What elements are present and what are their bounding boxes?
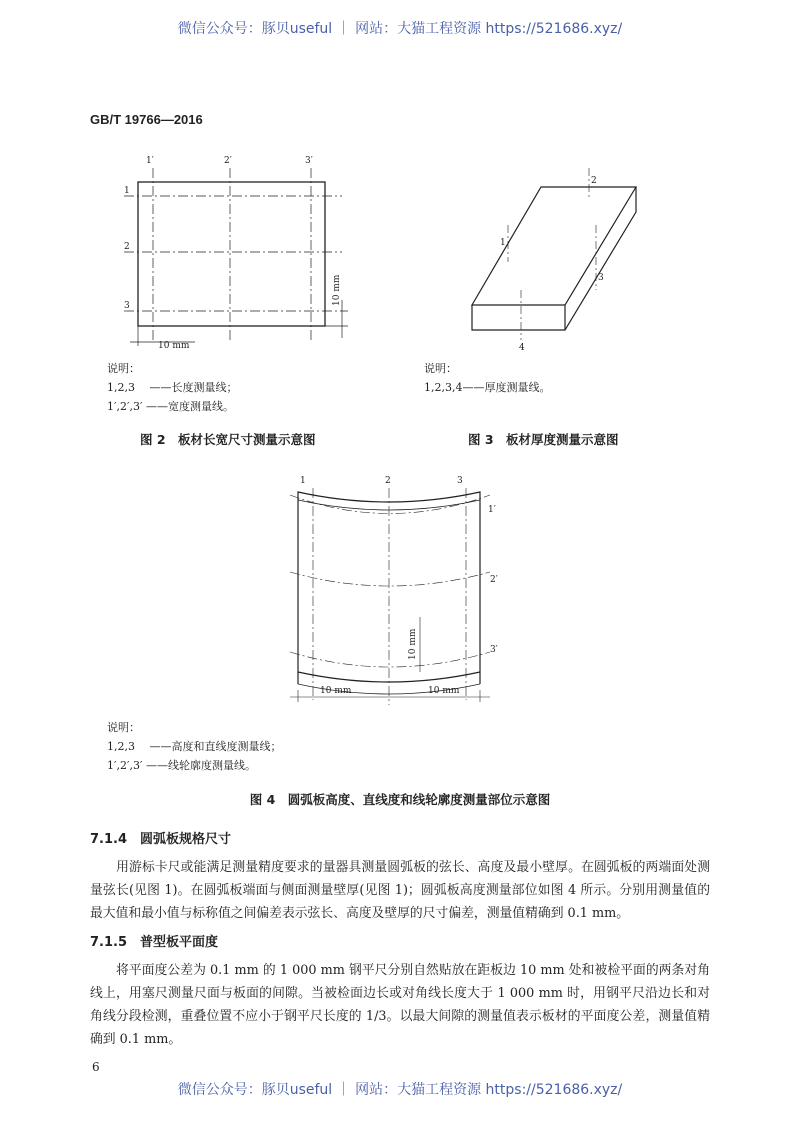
paragraph: 用游标卡尺或能满足测量精度要求的量器具测量圆弧板的弦长、高度及最小壁厚。在圆弧板的两端面处测量弦长(见图 1)。在圆弧板端面与侧面测量壁厚(见图 1)；圆弧板高度测量部位如图 4 所示。分别用测量值的最大值和最小值与标称值之间偏差表示弦长、高度及壁厚的尺寸偏差，测量值精确到 0.1 mm。: [90, 860, 710, 921]
legend-item: 1,2,3 ——高度和直线度测量线；: [107, 740, 282, 753]
fig4-dim-vertical: 10 mm: [408, 628, 418, 660]
fig4-label-1p: 1′: [488, 505, 496, 515]
fig4-label-3p: 3′: [490, 645, 498, 655]
section-7-1-4-heading: 7.1.4 圆弧板规格尺寸: [90, 832, 232, 847]
standard-number: GB/T 19766—2016: [90, 112, 203, 127]
fig2-dim-vertical: 10 mm: [332, 274, 342, 306]
body-text: [90, 830, 710, 1099]
fig4-label-2: 2: [385, 476, 391, 486]
fig4-dim-left: 10 mm: [320, 686, 352, 696]
watermark-bottom: 微信公众号：豚贝useful ｜ 网站：大猫工程资源 https://521686.xyz/: [177, 1082, 623, 1098]
fig2-caption: 图 2 板材长宽尺寸测量示意图: [140, 432, 316, 447]
fig2-label-1: 1: [124, 186, 130, 196]
fig4-caption: 图 4 圆弧板高度、直线度和线轮廓度测量部位示意图: [249, 792, 551, 807]
fig4-label-1: 1: [300, 476, 306, 486]
figure-4: [290, 488, 490, 705]
figure-2: [124, 168, 348, 346]
fig4-legend: [107, 718, 282, 775]
fig4-label-3: 3: [457, 476, 463, 486]
watermark-top: 微信公众号：豚贝useful ｜ 网站：大猫工程资源 https://521686.xyz/: [177, 21, 623, 37]
fig3-label-2: 2: [591, 176, 597, 186]
section-7-1-5-heading: 7.1.5 普型板平面度: [90, 935, 219, 950]
legend-item: 1′,2′,3′ ——线轮廓度测量线。: [107, 759, 256, 772]
legend-title: 说明：: [107, 721, 140, 734]
fig4-dim-right: 10 mm: [428, 686, 460, 696]
fig2-dim-horizontal: 10 mm: [158, 341, 190, 351]
paragraph: 将平面度公差为 0.1 mm 的 1 000 mm 钢平尺分别自然贴放在距板边 10 mm 处和被检平面的两条对角线上，用塞尺测量尺面与板面的间隙。当被检面边长或对角线长度大于 1 000 mm 时，用钢平尺沿边长和对角线分段检测，重叠位置不应小于钢平尺长度的 1/3。以最大间隙的测量值表示板材的平面度公差，测量值精确到 0.1 mm。: [90, 963, 710, 1047]
legend-title: 说明：: [107, 362, 140, 375]
fig2-label-3: 3: [124, 301, 130, 311]
fig3-legend: [424, 359, 550, 397]
fig2-label-3p: 3′: [305, 156, 313, 166]
legend-item: 1,2,3,4——厚度测量线。: [424, 381, 551, 394]
fig2-label-2: 2: [124, 242, 130, 252]
legend-title: 说明：: [424, 362, 457, 375]
fig2-label-2p: 2′: [224, 156, 232, 166]
legend-item: 1,2,3 ——长度测量线；: [107, 381, 238, 394]
fig2-label-1p: 1′: [146, 156, 154, 166]
legend-item: 1′,2′,3′ ——宽度测量线。: [107, 400, 234, 413]
section-7-1-4-text: [90, 856, 710, 925]
page-number: 6: [92, 1060, 100, 1074]
fig3-label-4: 4: [519, 343, 525, 353]
fig4-label-2p: 2′: [490, 575, 498, 585]
figure-3: [472, 168, 636, 340]
fig3-caption: 图 3 板材厚度测量示意图: [468, 432, 619, 447]
fig3-label-1: 1: [500, 238, 506, 248]
fig2-legend: [107, 359, 238, 416]
fig3-label-3: 3: [598, 273, 604, 283]
section-7-1-5-text: [90, 959, 710, 1051]
